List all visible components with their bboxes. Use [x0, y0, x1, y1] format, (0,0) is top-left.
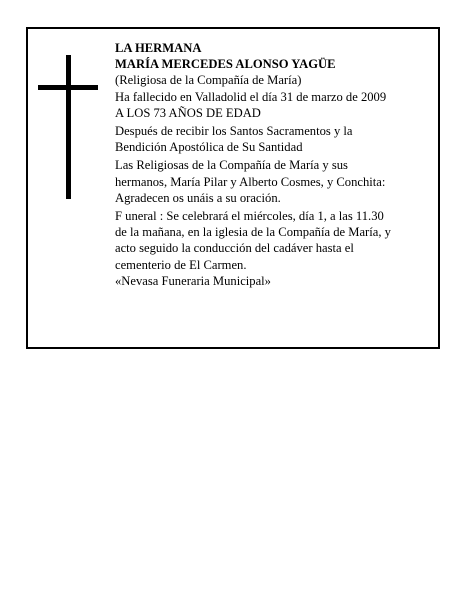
- obituary-notice: [26, 27, 440, 349]
- funeral-line: acto seguido la conducción del cadáver hasta el: [115, 241, 354, 256]
- deceased-name: MARÍA MERCEDES ALONSO YAGÜE: [115, 57, 336, 72]
- cross-icon: [38, 55, 98, 199]
- family-line: hermanos, María Pilar y Alberto Cosmes, y Conchita:: [115, 174, 386, 189]
- religious-order: (Religiosa de la Compañía de María): [115, 73, 302, 88]
- funeral-paragraph: [115, 208, 433, 273]
- death-statement: Ha fallecido en Valladolid el día 31 de marzo de 2009: [115, 89, 387, 104]
- notice-text-block: [115, 40, 433, 289]
- family-line: Agradecen os unáis a su oración.: [115, 190, 281, 205]
- notice-heading: LA HERMANA: [115, 41, 202, 55]
- funeral-line: F uneral : Se celebrará el miércoles, día 1, a las 11.30: [115, 209, 384, 224]
- funeral-line: cementerio de El Carmen.: [115, 257, 247, 272]
- age-statement: A LOS 73 AÑOS DE EDAD: [115, 105, 261, 120]
- cross-horizontal-bar: [38, 85, 98, 90]
- funeral-home: «Nevasa Funeraria Municipal»: [115, 273, 271, 288]
- sacraments-line: Bendición Apostólica de Su Santidad: [115, 140, 303, 155]
- funeral-line: de la mañana, en la iglesia de la Compañía de María, y: [115, 225, 391, 240]
- family-paragraph: [115, 157, 433, 206]
- sacraments-line: Después de recibir los Santos Sacramentos y la: [115, 124, 353, 139]
- cross-vertical-bar: [66, 55, 71, 199]
- family-line: Las Religiosas de la Compañía de María y sus: [115, 158, 348, 173]
- sacraments-paragraph: [115, 123, 433, 155]
